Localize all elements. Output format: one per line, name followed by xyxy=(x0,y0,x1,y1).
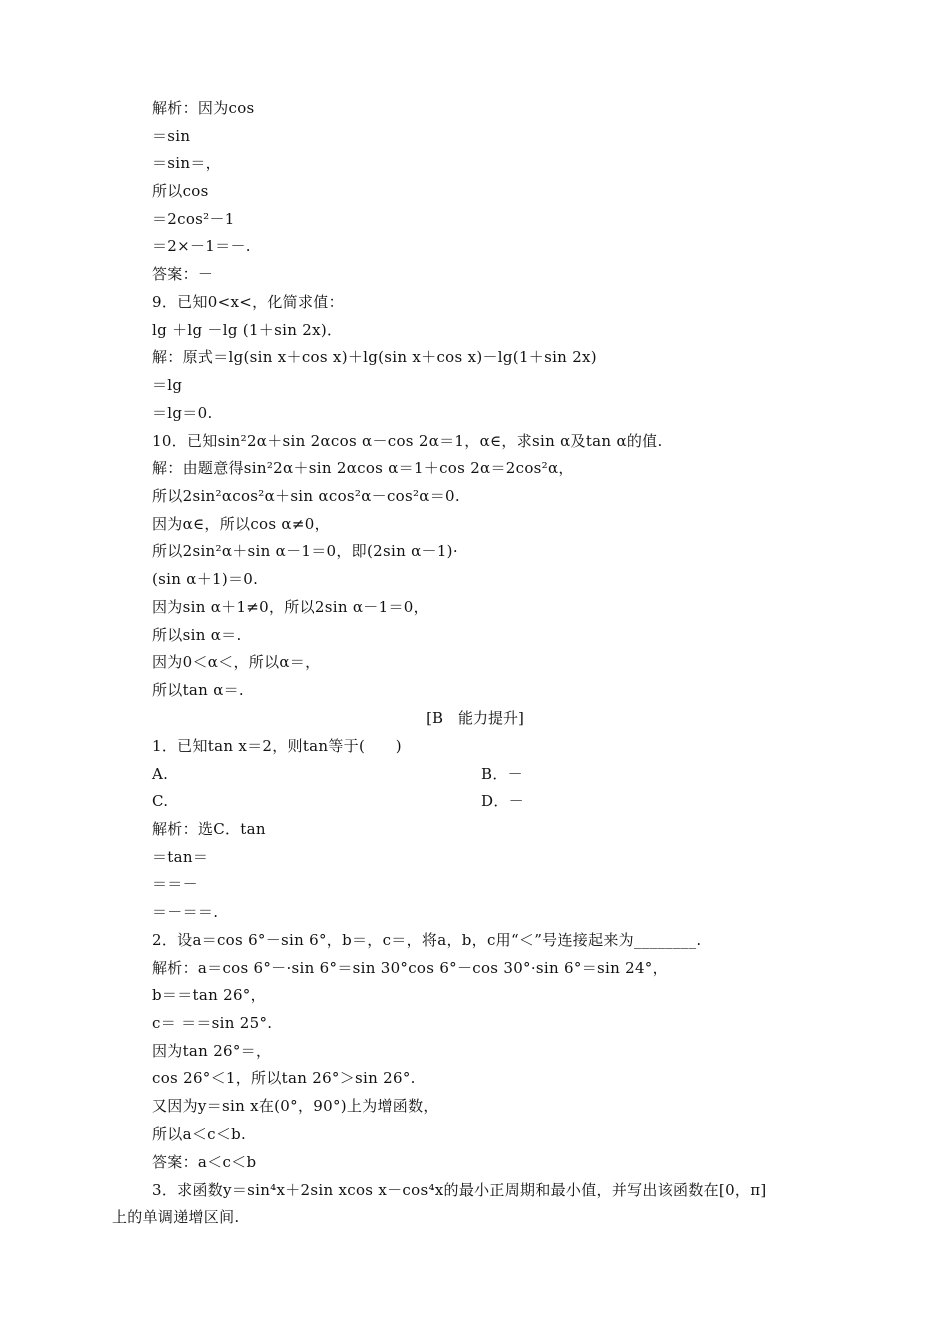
question-1: 1．已知tan x＝2，则tan等于( ) xyxy=(152,737,402,755)
text-line: ＝＝－ xyxy=(152,875,198,893)
question-3: 3．求函数y＝sin⁴x＋2sin xcos x－cos⁴x的最小正周期和最小值，并写出该函数在[0，π] xyxy=(152,1181,767,1199)
text-line: ＝sin＝， xyxy=(152,154,221,172)
option-a: A. xyxy=(152,765,169,783)
text-line: 因为tan 26°＝， xyxy=(152,1042,272,1060)
text-line: 解析：选C．tan xyxy=(152,820,266,838)
text-line: 所以tan α＝. xyxy=(152,681,244,699)
text-line: 所以cos xyxy=(152,182,209,200)
text-line: 解：由题意得sin²2α＋sin 2αcos α＝1＋cos 2α＝2cos²α， xyxy=(152,459,574,477)
text-line: b＝＝tan 26°， xyxy=(152,986,266,1004)
text-line: (sin α＋1)＝0. xyxy=(152,570,259,588)
text-line: 解：原式＝lg(sin x＋cos x)＋lg(sin x＋cos x)－lg(1＋sin 2x) xyxy=(152,348,597,366)
text-line: ＝tan＝ xyxy=(152,848,209,866)
text-line: ＝－＝＝. xyxy=(152,903,219,921)
text-line: 因为sin α＋1≠0，所以2sin α－1＝0， xyxy=(152,598,429,616)
text-line: 又因为y＝sin x在(0°，90°)上为增函数， xyxy=(152,1097,439,1115)
text-line: lg ＋lg －lg (1＋sin 2x)． xyxy=(152,321,343,339)
text-line: 所以a＜c＜b. xyxy=(152,1125,247,1143)
question-10: 10．已知sin²2α＋sin 2αcos α－cos 2α＝1，α∈，求sin α及tan α的值. xyxy=(152,432,663,450)
text-line: ＝lg＝0. xyxy=(152,404,213,422)
answer-line: 答案：a＜c＜b xyxy=(152,1153,257,1171)
text-line: c＝ ＝＝sin 25°. xyxy=(152,1014,273,1032)
question-9: 9．已知0<x<，化简求值： xyxy=(152,293,344,311)
text-line: 解析：因为cos xyxy=(152,99,255,117)
option-c: C. xyxy=(152,792,169,810)
option-d: D．－ xyxy=(481,792,524,810)
text-line: 解析：a＝cos 6°－·sin 6°＝sin 30°cos 6°－cos 30°·sin 6°＝sin 24°， xyxy=(152,959,668,977)
option-b: B．－ xyxy=(481,765,523,783)
text-line: ＝lg xyxy=(152,376,183,394)
text-line: cos 26°＜1，所以tan 26°＞sin 26°. xyxy=(152,1069,416,1087)
text-line: ＝2cos²－1 xyxy=(152,210,235,228)
text-line: 因为α∈，所以cos α≠0， xyxy=(152,515,330,533)
text-line: 所以2sin²αcos²α＋sin αcos²α－cos²α＝0. xyxy=(152,487,460,505)
text-line: 因为0＜α＜，所以α＝， xyxy=(152,653,321,671)
question-2: 2．设a＝cos 6°－sin 6°，b＝，c＝，将a，b，c用“＜”号连接起来为________. xyxy=(152,931,702,949)
text-line: ＝sin xyxy=(152,127,191,145)
text-line: 所以sin α＝. xyxy=(152,626,242,644)
section-title: [B 能力提升] xyxy=(426,709,524,727)
answer-line: 答案：－ xyxy=(152,265,214,283)
text-line: 上的单调递增区间. xyxy=(112,1208,240,1226)
text-line: 所以2sin²α＋sin α－1＝0，即(2sin α－1)· xyxy=(152,542,458,560)
text-line: ＝2×－1＝－. xyxy=(152,237,251,255)
